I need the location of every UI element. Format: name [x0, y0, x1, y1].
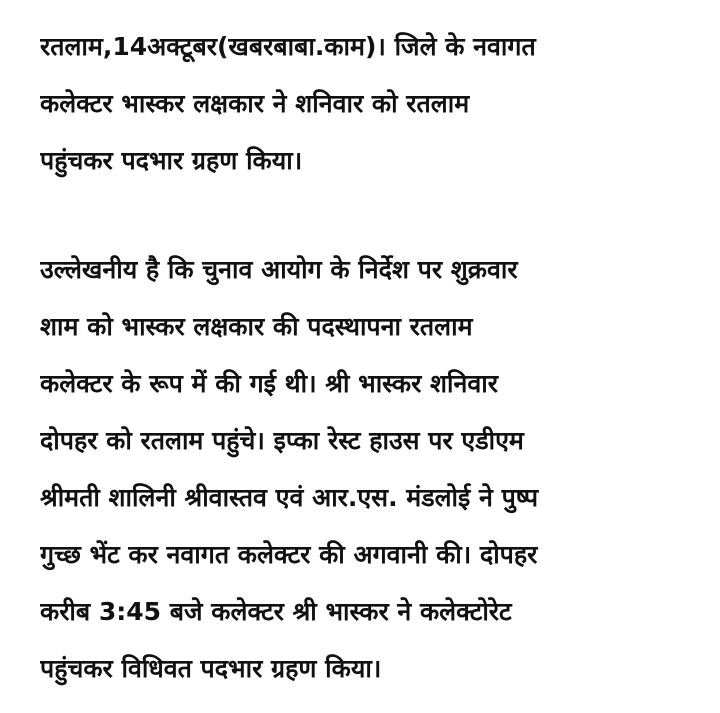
article-line: करीब 3:45 बजे कलेक्टर श्री भास्कर ने कलेक्टोरेट — [40, 597, 512, 626]
paragraph-spacer — [40, 189, 700, 241]
news-article — [40, 18, 700, 697]
article-line: कलेक्टर भास्कर लक्षकार ने शनिवार को रतलाम — [40, 89, 470, 118]
article-line: पहुंचकर विधिवत पदभार ग्रहण किया। — [40, 654, 382, 683]
article-line: दोपहर को रतलाम पहुंचे। इप्का रेस्ट हाउस पर एडीएम — [40, 426, 524, 455]
article-line: रतलाम,14अक्टूबर(खबरबाबा.काम)। जिले के नवागत — [40, 32, 536, 61]
article-line: श्रीमती शालिनी श्रीवास्तव एवं आर.एस. मंडलोई ने पुष्प — [40, 483, 539, 512]
article-line: पहुंचकर पदभार ग्रहण किया। — [40, 146, 303, 175]
article-line: गुच्छ भेंट कर नवागत कलेक्टर की अगवानी की। दोपहर — [40, 540, 538, 569]
article-line: कलेक्टर के रूप में की गई थी। श्री भास्कर शनिवार — [40, 369, 498, 398]
article-line: उल्लेखनीय है कि चुनाव आयोग के निर्देश पर शुक्रवार — [40, 255, 518, 284]
article-paragraph-details — [40, 241, 700, 697]
article-paragraph-intro — [40, 18, 700, 189]
article-line: शाम को भास्कर लक्षकार की पदस्थापना रतलाम — [40, 312, 473, 341]
